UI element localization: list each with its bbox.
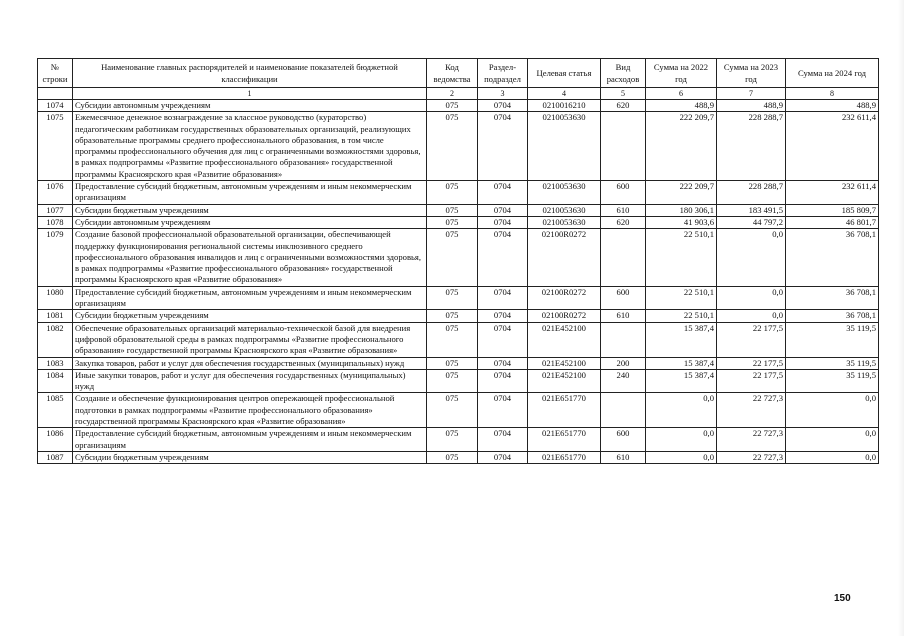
cell-target-article: 02100R0272 — [528, 310, 601, 322]
header-expense-type: Вид расходов — [601, 59, 646, 88]
cell-dept-code: 075 — [427, 369, 478, 393]
header-row-number: № строки — [38, 59, 73, 88]
cell-sum-2024: 46 801,7 — [786, 216, 879, 228]
cell-row-number: 1086 — [38, 428, 73, 452]
cell-sum-2023: 22 177,5 — [717, 369, 786, 393]
cell-dept-code: 075 — [427, 310, 478, 322]
header-dept-code: Код ведомства — [427, 59, 478, 88]
cell-sum-2023: 44 797,2 — [717, 216, 786, 228]
cell-sum-2022: 180 306,1 — [646, 204, 717, 216]
cell-sum-2022: 22 510,1 — [646, 286, 717, 310]
cell-sum-2024: 0,0 — [786, 393, 879, 428]
cell-row-number: 1076 — [38, 181, 73, 205]
column-number: 5 — [601, 88, 646, 100]
cell-row-number: 1081 — [38, 310, 73, 322]
cell-expense-type: 620 — [601, 100, 646, 112]
cell-row-number: 1075 — [38, 112, 73, 181]
cell-target-article: 02100R0272 — [528, 229, 601, 286]
cell-sum-2023: 0,0 — [717, 310, 786, 322]
cell-sum-2024: 35 119,5 — [786, 322, 879, 357]
cell-sum-2022: 15 387,4 — [646, 369, 717, 393]
cell-sum-2024: 0,0 — [786, 428, 879, 452]
cell-section: 0704 — [478, 100, 528, 112]
cell-expense-type — [601, 322, 646, 357]
cell-section: 0704 — [478, 451, 528, 463]
cell-sum-2023: 22 727,3 — [717, 428, 786, 452]
table-row — [38, 229, 879, 286]
column-number: 2 — [427, 88, 478, 100]
cell-sum-2023: 22 177,5 — [717, 322, 786, 357]
cell-expense-type: 240 — [601, 369, 646, 393]
cell-section: 0704 — [478, 357, 528, 369]
table-row — [38, 357, 879, 369]
cell-target-article: 0210053630 — [528, 204, 601, 216]
cell-target-article: 0210053630 — [528, 112, 601, 181]
cell-dept-code: 075 — [427, 428, 478, 452]
cell-expense-type — [601, 112, 646, 181]
table-row — [38, 322, 879, 357]
cell-section: 0704 — [478, 216, 528, 228]
header-sum-2024: Сумма на 2024 год — [786, 59, 879, 88]
cell-expense-type: 610 — [601, 310, 646, 322]
cell-sum-2023: 183 491,5 — [717, 204, 786, 216]
cell-dept-code: 075 — [427, 100, 478, 112]
cell-section: 0704 — [478, 428, 528, 452]
column-number: 1 — [73, 88, 427, 100]
table-row — [38, 204, 879, 216]
cell-sum-2022: 22 510,1 — [646, 229, 717, 286]
cell-sum-2022: 22 510,1 — [646, 310, 717, 322]
cell-sum-2024: 36 708,1 — [786, 286, 879, 310]
cell-row-number: 1077 — [38, 204, 73, 216]
cell-expense-type: 200 — [601, 357, 646, 369]
cell-sum-2023: 0,0 — [717, 286, 786, 310]
header-sum-2023: Сумма на 2023 год — [717, 59, 786, 88]
cell-sum-2022: 15 387,4 — [646, 357, 717, 369]
cell-sum-2024: 232 611,4 — [786, 112, 879, 181]
table-row — [38, 100, 879, 112]
cell-section: 0704 — [478, 393, 528, 428]
cell-sum-2022: 0,0 — [646, 393, 717, 428]
table-row — [38, 181, 879, 205]
table-row — [38, 216, 879, 228]
cell-name: Закупка товаров, работ и услуг для обеспечения государственных (муниципальных) нужд — [73, 357, 427, 369]
header-row — [38, 59, 879, 88]
column-number: 7 — [717, 88, 786, 100]
cell-section: 0704 — [478, 322, 528, 357]
cell-name: Создание базовой профессиональной образовательной организации, обеспечивающей поддержку функционирования региональной системы инклюзивного среднего профессионального образования инвалидов и лиц с ограниченными возможностями здоровья, в рамках подпрограммы «Развитие профессионального образования» государственной программы Красноярского края «Развитие образования» — [73, 229, 427, 286]
header-section: Раздел-подраздел — [478, 59, 528, 88]
cell-name: Предоставление субсидий бюджетным, автономным учреждениям и иным некоммерческим организациям — [73, 428, 427, 452]
cell-row-number: 1080 — [38, 286, 73, 310]
cell-row-number: 1074 — [38, 100, 73, 112]
cell-section: 0704 — [478, 112, 528, 181]
cell-name: Предоставление субсидий бюджетным, автономным учреждениям и иным некоммерческим организациям — [73, 181, 427, 205]
cell-sum-2023: 228 288,7 — [717, 181, 786, 205]
cell-sum-2022: 222 209,7 — [646, 181, 717, 205]
cell-sum-2024: 36 708,1 — [786, 310, 879, 322]
cell-sum-2022: 488,9 — [646, 100, 717, 112]
cell-sum-2024: 185 809,7 — [786, 204, 879, 216]
cell-sum-2024: 35 119,5 — [786, 357, 879, 369]
cell-target-article: 021E452100 — [528, 369, 601, 393]
page-number: 150 — [834, 593, 851, 604]
table-row — [38, 310, 879, 322]
cell-expense-type: 600 — [601, 428, 646, 452]
column-number: 6 — [646, 88, 717, 100]
cell-dept-code: 075 — [427, 322, 478, 357]
cell-section: 0704 — [478, 204, 528, 216]
cell-row-number: 1087 — [38, 451, 73, 463]
cell-sum-2022: 15 387,4 — [646, 322, 717, 357]
cell-section: 0704 — [478, 369, 528, 393]
cell-name: Создание и обеспечение функционирования центров опережающей профессиональной подготовки в рамках подпрограммы «Развитие профессионального образования» государственной программы Красноярского края «Развитие образования» — [73, 393, 427, 428]
cell-target-article: 0210016210 — [528, 100, 601, 112]
cell-target-article: 021E651770 — [528, 428, 601, 452]
cell-expense-type: 610 — [601, 451, 646, 463]
cell-sum-2023: 228 288,7 — [717, 112, 786, 181]
cell-row-number: 1085 — [38, 393, 73, 428]
table-row — [38, 369, 879, 393]
cell-sum-2024: 488,9 — [786, 100, 879, 112]
cell-sum-2023: 22 177,5 — [717, 357, 786, 369]
cell-sum-2022: 0,0 — [646, 451, 717, 463]
cell-target-article: 021E651770 — [528, 393, 601, 428]
column-number: 3 — [478, 88, 528, 100]
cell-name: Субсидии бюджетным учреждениям — [73, 204, 427, 216]
cell-target-article: 021E452100 — [528, 357, 601, 369]
table-row — [38, 428, 879, 452]
cell-expense-type: 600 — [601, 181, 646, 205]
cell-row-number: 1083 — [38, 357, 73, 369]
cell-name: Субсидии автономным учреждениям — [73, 100, 427, 112]
cell-row-number: 1079 — [38, 229, 73, 286]
cell-name: Предоставление субсидий бюджетным, автономным учреждениям и иным некоммерческим организациям — [73, 286, 427, 310]
cell-target-article: 021E651770 — [528, 451, 601, 463]
cell-sum-2023: 0,0 — [717, 229, 786, 286]
table-row — [38, 286, 879, 310]
scan-edge — [898, 0, 904, 636]
cell-sum-2024: 232 611,4 — [786, 181, 879, 205]
column-number: 4 — [528, 88, 601, 100]
cell-dept-code: 075 — [427, 357, 478, 369]
column-number: 8 — [786, 88, 879, 100]
cell-expense-type: 620 — [601, 216, 646, 228]
cell-name: Ежемесячное денежное вознаграждение за классное руководство (кураторство) педагогическим работникам государственных образовательных организаций, реализующих образовательные программы среднего профессионального образования, в том числе программы профессионального обучения для лиц с ограниченными возможностями здоровья, в рамках подпрограммы «Развитие профессионального образования» государственной программы Красноярского края «Развитие образования» — [73, 112, 427, 181]
cell-sum-2023: 22 727,3 — [717, 393, 786, 428]
cell-dept-code: 075 — [427, 181, 478, 205]
cell-expense-type: 610 — [601, 204, 646, 216]
header-name: Наименование главных распорядителей и наименование показателей бюджетной классификации — [73, 59, 427, 88]
header-sum-2022: Сумма на 2022 год — [646, 59, 717, 88]
cell-row-number: 1084 — [38, 369, 73, 393]
cell-expense-type: 600 — [601, 286, 646, 310]
cell-sum-2024: 35 119,5 — [786, 369, 879, 393]
cell-name: Субсидии автономным учреждениям — [73, 216, 427, 228]
column-number-row — [38, 88, 879, 100]
cell-section: 0704 — [478, 229, 528, 286]
cell-dept-code: 075 — [427, 393, 478, 428]
cell-section: 0704 — [478, 181, 528, 205]
cell-row-number: 1082 — [38, 322, 73, 357]
cell-target-article: 021E452100 — [528, 322, 601, 357]
cell-target-article: 0210053630 — [528, 216, 601, 228]
cell-dept-code: 075 — [427, 229, 478, 286]
cell-dept-code: 075 — [427, 112, 478, 181]
cell-dept-code: 075 — [427, 286, 478, 310]
cell-sum-2022: 41 903,6 — [646, 216, 717, 228]
cell-sum-2024: 0,0 — [786, 451, 879, 463]
cell-name: Иные закупки товаров, работ и услуг для обеспечения государственных (муниципальных) нужд — [73, 369, 427, 393]
cell-expense-type — [601, 393, 646, 428]
column-number — [38, 88, 73, 100]
cell-dept-code: 075 — [427, 216, 478, 228]
table-row — [38, 112, 879, 181]
cell-target-article: 0210053630 — [528, 181, 601, 205]
cell-sum-2024: 36 708,1 — [786, 229, 879, 286]
table-row — [38, 451, 879, 463]
cell-dept-code: 075 — [427, 204, 478, 216]
budget-table — [37, 58, 879, 464]
cell-sum-2022: 222 209,7 — [646, 112, 717, 181]
table-row — [38, 393, 879, 428]
cell-dept-code: 075 — [427, 451, 478, 463]
cell-sum-2023: 22 727,3 — [717, 451, 786, 463]
cell-name: Обеспечение образовательных организаций материально-технической базой для внедрения цифровой образовательной среды в рамках подпрограммы «Развитие профессионального образования» государственной программы Красноярского края «Развитие образования» — [73, 322, 427, 357]
cell-expense-type — [601, 229, 646, 286]
cell-name: Субсидии бюджетным учреждениям — [73, 451, 427, 463]
cell-name: Субсидии бюджетным учреждениям — [73, 310, 427, 322]
header-target-article: Целевая статья — [528, 59, 601, 88]
cell-sum-2023: 488,9 — [717, 100, 786, 112]
cell-row-number: 1078 — [38, 216, 73, 228]
cell-section: 0704 — [478, 286, 528, 310]
cell-section: 0704 — [478, 310, 528, 322]
cell-target-article: 02100R0272 — [528, 286, 601, 310]
cell-sum-2022: 0,0 — [646, 428, 717, 452]
